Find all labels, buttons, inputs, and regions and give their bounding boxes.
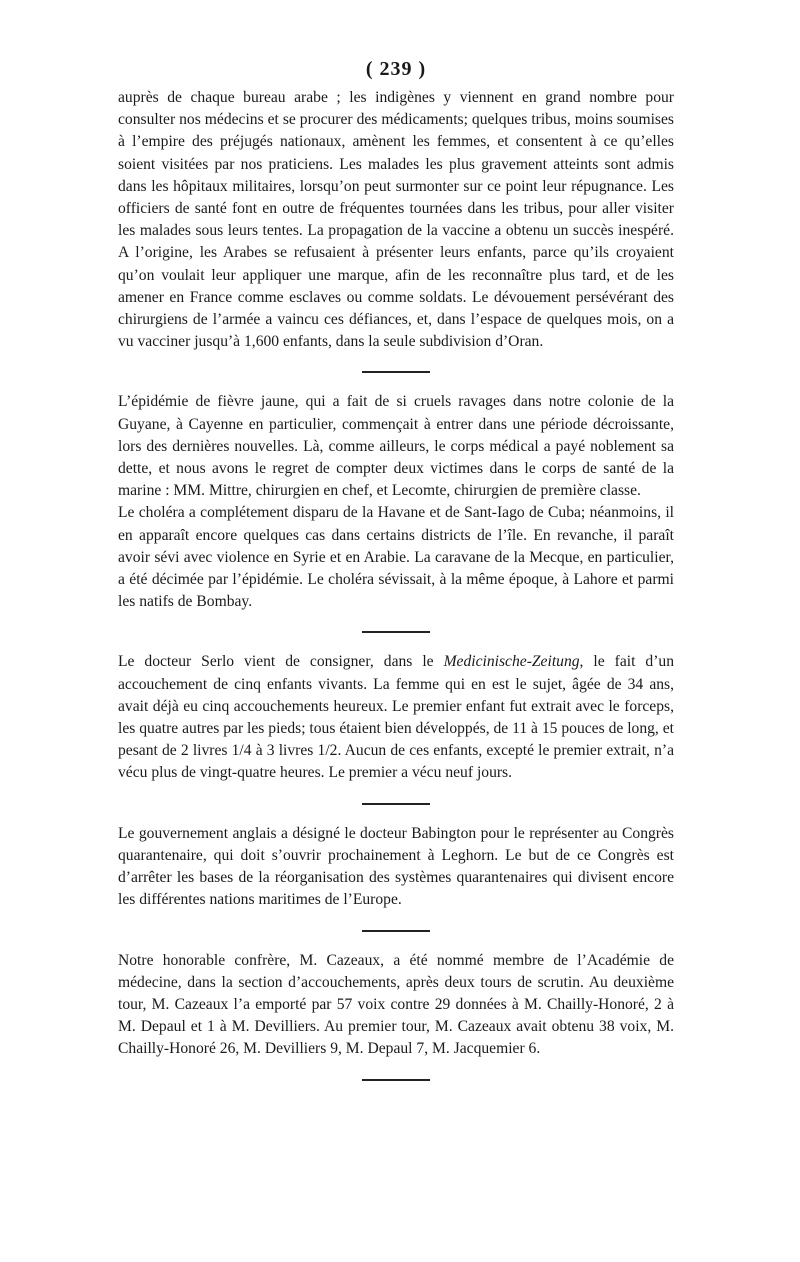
paragraph <box>118 651 674 784</box>
section-divider <box>362 631 430 633</box>
paragraph: Le choléra a complétement disparu de la Havane et de Sant-Iago de Cuba; néanmoins, il en apparaît encore quelques cas dans certains districts de l’île. En revanche, il paraît avoir sévi avec violence en Syrie et en Arabie. La caravane de la Mecque, en particulier, a été décimée par l’épidémie. Le choléra sévissait, à la même époque, à Lahore et parmi les natifs de Bombay. <box>118 504 674 611</box>
paragraph-text: , le fait d’un accouchement de cinq enfants vivants. La femme qui en est le sujet, âgée de 34 ans, avait déjà eu cinq accouchements heureux. Le premier enfant fut extrait avec le forceps, les quatre autres par les pieds; tous étaient bien développés, de 11 à 15 pouces de long, et pesant de 2 livres 1/4 à 3 livres 1/2. Aucun de ces enfants, excepté le premier extrait, n’a vécu plus de vingt-quatre heures. Le premier a vécu neuf jours. <box>118 653 674 782</box>
section-divider <box>362 930 430 932</box>
paragraph: auprès de chaque bureau arabe ; les indigènes y viennent en grand nombre pour consulter nos médecins et se procurer des médicaments; quelques tribus, moins soumises à l’empire des préjugés nationaux, amènent les femmes, et consentent à ce qu’elles soient visitées par nos praticiens. Les malades les plus gravement atteints sont admis dans les hôpitaux militaires, lorsqu’on peut surmonter sur ce point leur répugnance. Les officiers de santé font en outre de fréquentes tournées dans les tribus, pour aller visiter les malades sous leurs tentes. La propagation de la vaccine a obtenu un succès inespéré. A l’origine, les Arabes se refusaient à présenter leurs enfants, parce qu’ils croyaient qu’on voulait leur appliquer une marque, afin de les reconnaître plus tard, et de les amener en France comme esclaves ou comme soldats. Le dévouement persévérant des chirurgiens de l’armée a vaincu ces défiances, et, dans l’espace de quelques mois, on a vu vacciner jusqu’à 1,600 enfants, dans la seule subdivision d’Oran. <box>118 89 674 351</box>
section-divider <box>362 1079 430 1081</box>
paragraph-text: Le docteur Serlo vient de consigner, dans le <box>118 653 444 671</box>
section-divider <box>362 803 430 805</box>
section-academy-election <box>118 950 674 1061</box>
paragraph: Le gouvernement anglais a désigné le docteur Babington pour le représenter au Congrès quarantenaire, qui doit s’ouvrir prochainement à Leghorn. Le but de ce Congrès est d’arrêter les bases de la réorganisation des systèmes quarantenaires qui divisent encore les différentes nations maritimes de l’Europe. <box>118 824 674 909</box>
paragraph: L’épidémie de fièvre jaune, qui a fait de si cruels ravages dans notre colonie de la Guyane, à Cayenne en particulier, commençait à entrer dans une période décroissante, lors des dernières nouvelles. Là, comme ailleurs, le corps médical a payé noblement sa dette, et nous avons le regret de compter deux victimes dans le corps de santé de la marine : MM. Mittre, chirurgien en chef, et Lecomte, chirurgien de première classe. <box>118 393 674 500</box>
journal-title: Medicinische-Zeitung <box>443 653 580 671</box>
page <box>118 58 674 1099</box>
paragraph: Notre honorable confrère, M. Cazeaux, a été nommé membre de l’Académie de médecine, dans la section d’accouchements, après deux tours de scrutin. Au deuxième tour, M. Cazeaux l’a emporté par 57 voix contre 29 données à M. Chailly-Honoré, 2 à M. Depaul et 1 à M. Devilliers. Au premier tour, M. Cazeaux avait obtenu 38 voix, M. Chailly-Honoré 26, M. Devilliers 9, M. Depaul 7, M. Jacquemier 6. <box>118 951 674 1058</box>
page-number: ( 239 ) <box>365 58 427 80</box>
section-quarantine-congress <box>118 823 674 912</box>
section-divider <box>362 371 430 373</box>
section-algeria-medical <box>118 87 674 353</box>
section-epidemics <box>118 391 674 613</box>
section-quintuplets <box>118 651 674 784</box>
